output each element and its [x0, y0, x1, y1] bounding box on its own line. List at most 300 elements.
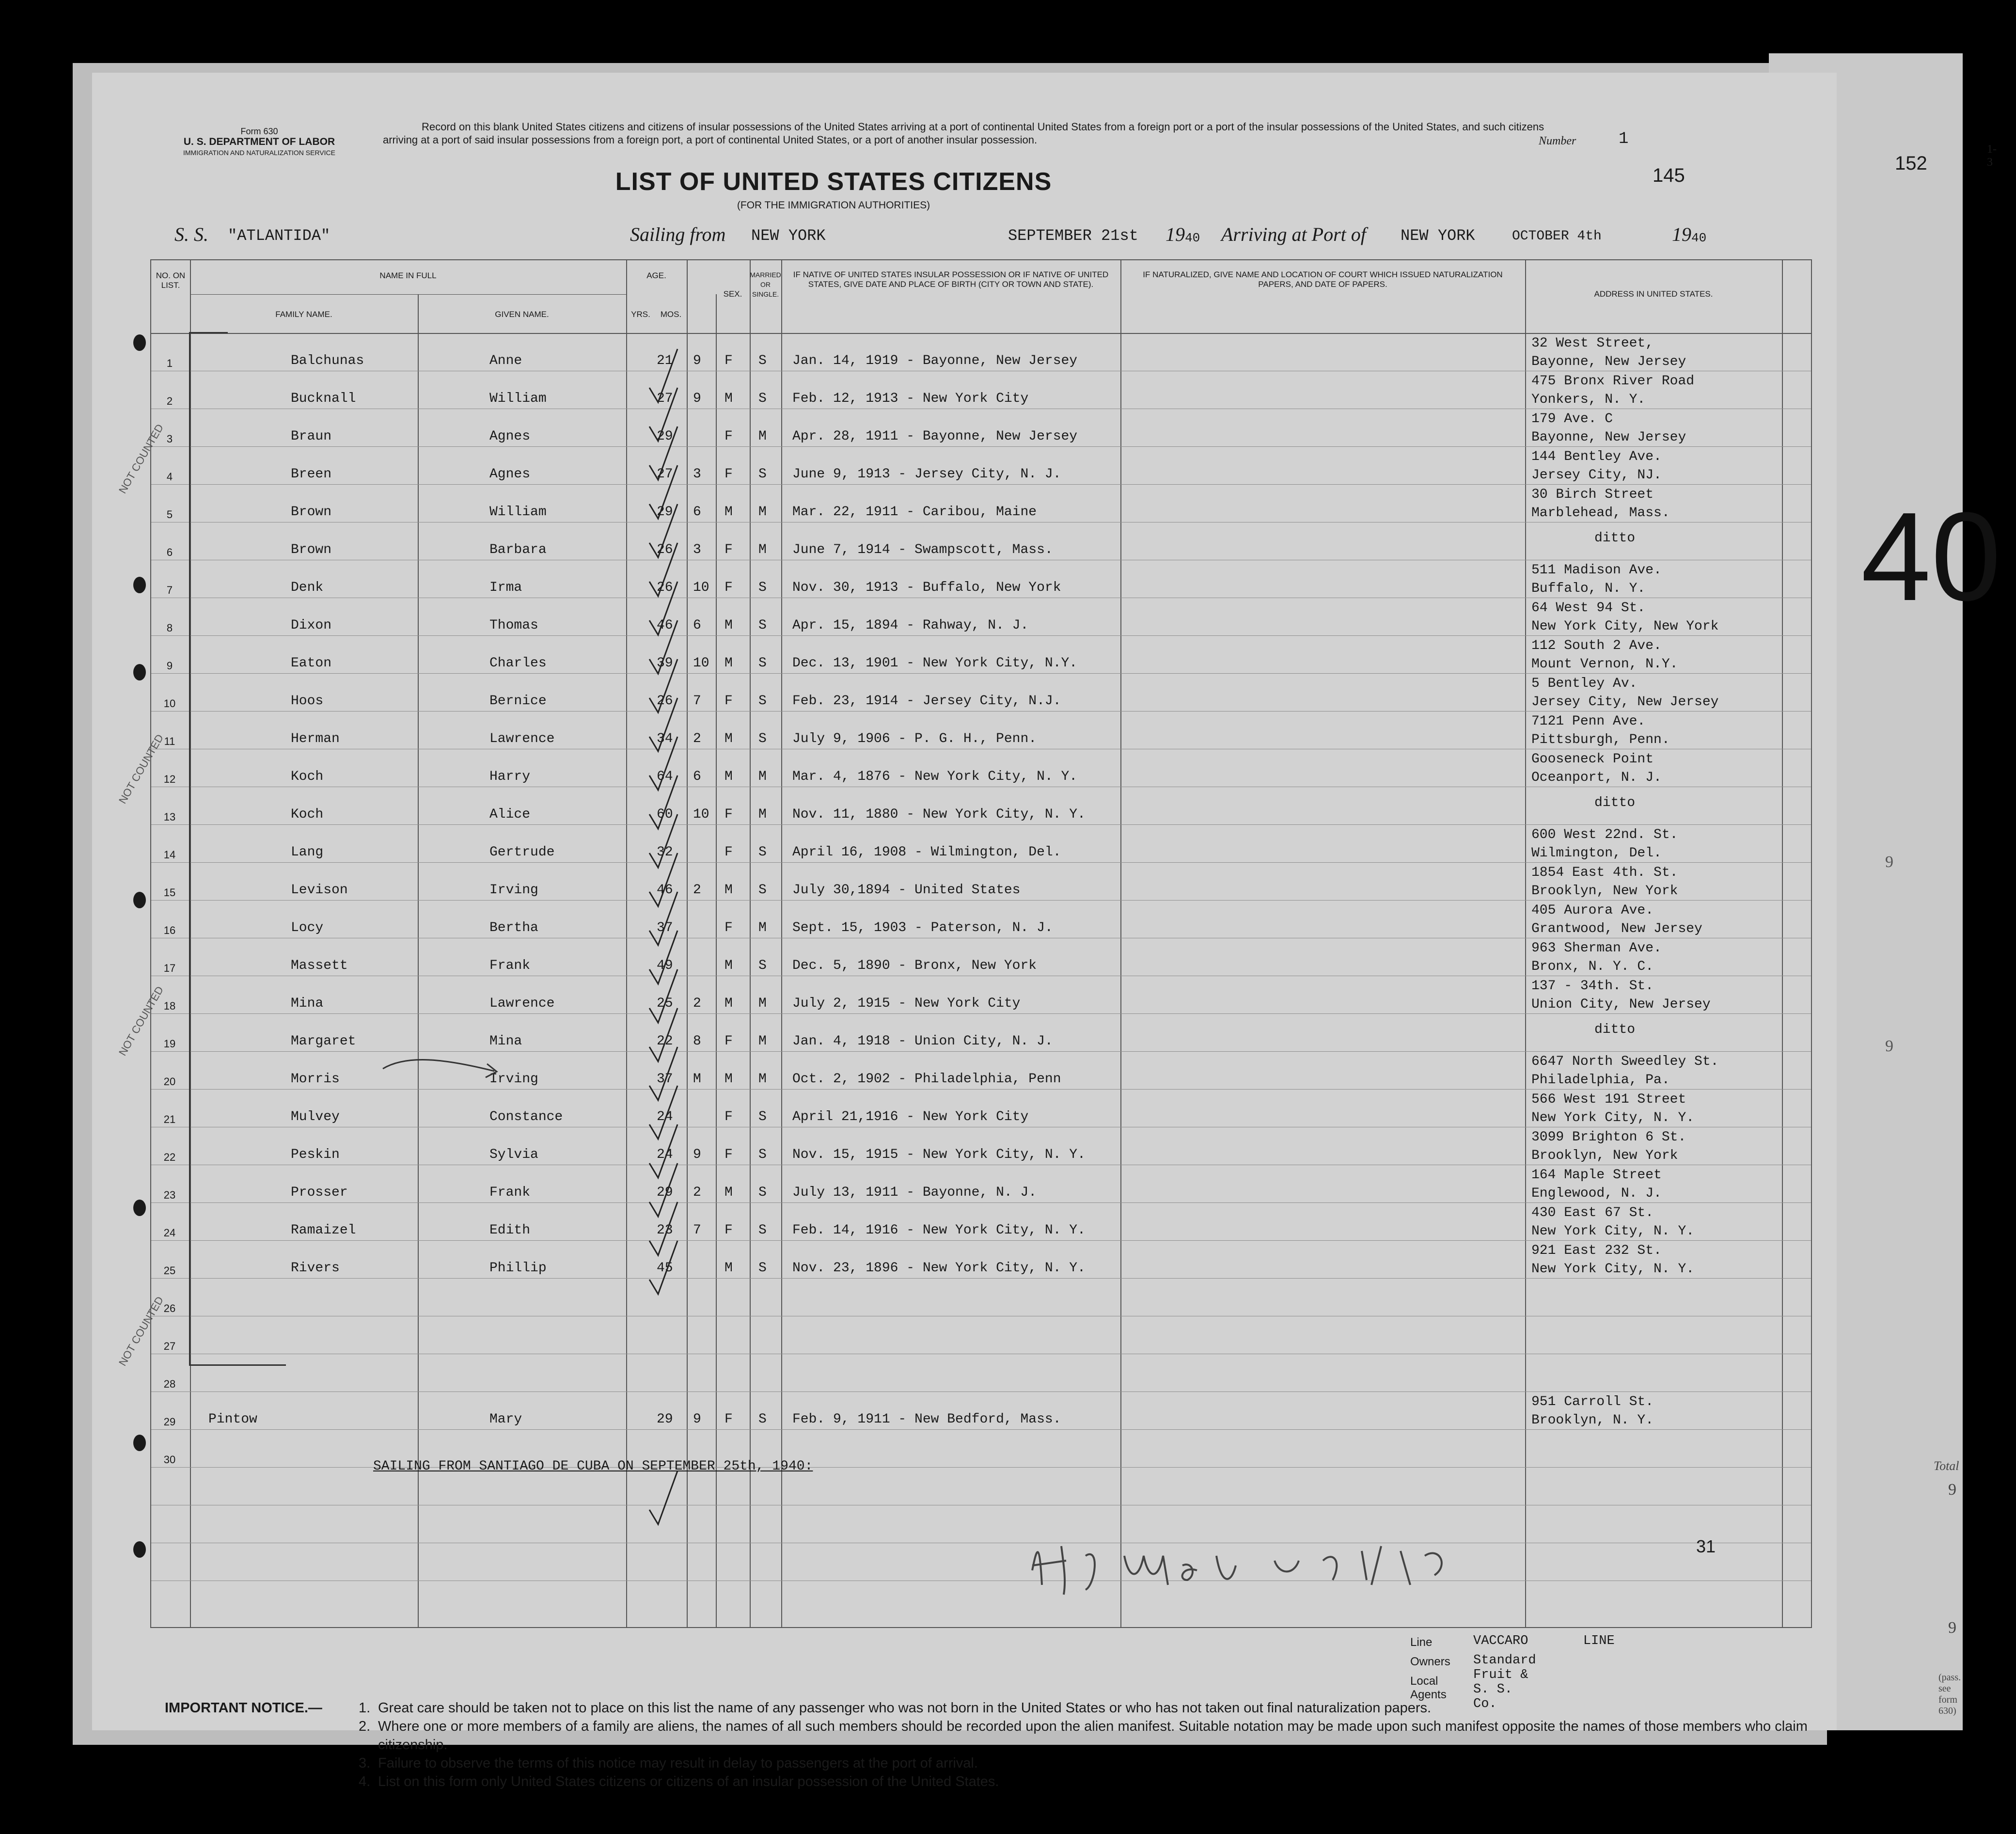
important-notice — [165, 1699, 1837, 1791]
age-years: 37 — [657, 920, 673, 935]
age-years: 29 — [657, 1412, 673, 1427]
sex: F — [724, 694, 733, 709]
form-number: Form 630 — [240, 126, 278, 136]
binder-hole — [133, 664, 146, 680]
age-months: 7 — [693, 694, 701, 709]
marital-status: M — [758, 429, 767, 444]
header-age: AGE. — [646, 271, 666, 280]
arrival-year: 40 — [1691, 231, 1707, 245]
address-line-1: 30 Birch Street — [1531, 487, 1654, 502]
row-number: 26 — [163, 1302, 176, 1314]
sex: F — [724, 920, 733, 935]
marital-status: S — [758, 467, 767, 482]
family-name: Dixon — [291, 618, 332, 633]
sex: M — [724, 958, 733, 973]
total-value: 9 — [1948, 1481, 1956, 1499]
marital-status: S — [758, 1147, 767, 1162]
address-line-2: Mount Vernon, N.Y. — [1531, 657, 1678, 672]
marital-status: M — [758, 920, 767, 935]
row-number: 20 — [163, 1075, 176, 1088]
address-line-2: ditto — [1594, 795, 1636, 810]
birth-date-place: Apr. 28, 1911 - Bayonne, New Jersey — [792, 429, 1078, 444]
address-line-1: 600 West 22nd. St. — [1531, 827, 1678, 842]
age-years: 21 — [657, 353, 673, 368]
row-number: 12 — [163, 773, 176, 785]
sex: F — [724, 353, 733, 368]
row-16 — [150, 899, 1810, 937]
address-line-1: 179 Ave. C — [1531, 411, 1613, 427]
age-months: 6 — [693, 769, 701, 784]
family-name: Rivers — [291, 1261, 340, 1276]
address-line-1: 137 - 34th. St. — [1531, 979, 1654, 994]
family-name: Koch — [291, 807, 324, 822]
birth-date-place: Jan. 4, 1918 - Union City, N. J. — [792, 1034, 1053, 1049]
birth-date-place: Nov. 30, 1913 - Buffalo, New York — [792, 580, 1061, 595]
row-24 — [150, 1202, 1810, 1239]
sex: F — [724, 580, 733, 595]
address-line-2: Union City, New Jersey — [1531, 997, 1711, 1012]
notice-heading: IMPORTANT NOTICE.— — [165, 1700, 322, 1716]
birth-date-place: Feb. 9, 1911 - New Bedford, Mass. — [792, 1412, 1061, 1427]
header-family-name: FAMILY NAME. — [275, 310, 332, 319]
given-name: Agnes — [489, 467, 531, 482]
row-21 — [150, 1088, 1810, 1126]
row-27 — [150, 1315, 1810, 1353]
birth-date-place: Mar. 22, 1911 - Caribou, Maine — [792, 505, 1037, 520]
age-years: 46 — [657, 883, 673, 898]
age-years: 29 — [657, 429, 673, 444]
row-number: 2 — [166, 395, 173, 407]
stamp-number-145: 145 — [1653, 165, 1685, 186]
family-name: Braun — [291, 429, 332, 444]
age-months: 6 — [693, 618, 701, 633]
given-name: William — [489, 505, 547, 520]
given-name: Bertha — [489, 920, 538, 935]
marital-status: M — [758, 1034, 767, 1049]
birth-date-place: July 13, 1911 - Bayonne, N. J. — [792, 1185, 1037, 1200]
departure-port: NEW YORK — [751, 227, 826, 245]
notice-text: Great care should be taken not to place on this list the name of any passenger who was not born in the United States or who has not taken out final naturalization papers. — [378, 1700, 1432, 1716]
age-years: 26 — [657, 542, 673, 557]
address-line-2: Bayonne, New Jersey — [1531, 354, 1686, 369]
header-native-birth: IF NATIVE OF UNITED STATES INSULAR POSSESSION OR IF NATIVE OF UNITED STATES, GIVE DATE AND PLACE OF BIRTH (CITY OR TOWN AND STATE). — [793, 270, 1109, 289]
marital-status: S — [758, 1223, 767, 1238]
sex: F — [724, 1412, 733, 1427]
row-22 — [150, 1126, 1810, 1164]
age-months: 10 — [693, 807, 709, 822]
owners-label: Owners — [1410, 1655, 1450, 1668]
row-number: 22 — [163, 1151, 176, 1163]
header-given-name: GIVEN NAME. — [495, 310, 549, 319]
row-17 — [150, 937, 1810, 975]
given-name: Barbara — [489, 542, 547, 557]
given-name: Frank — [489, 958, 531, 973]
marital-status: S — [758, 958, 767, 973]
sex: M — [724, 656, 733, 671]
family-name: Denk — [291, 580, 324, 595]
birth-date-place: Apr. 15, 1894 - Rahway, N. J. — [792, 618, 1029, 633]
address-line-1: 430 East 67 St. — [1531, 1205, 1654, 1220]
family-name: Mulvey — [291, 1109, 340, 1124]
row-12 — [150, 748, 1810, 786]
sex: F — [724, 1034, 733, 1049]
birth-date-place: April 21,1916 - New York City — [792, 1109, 1029, 1124]
age-years: 46 — [657, 618, 673, 633]
age-years: 27 — [657, 391, 673, 406]
family-name: Pintow — [208, 1412, 257, 1427]
row-number: 19 — [163, 1038, 176, 1050]
passenger-count: 31 — [1696, 1536, 1716, 1556]
family-name: Brown — [291, 505, 332, 520]
age-years: 39 — [657, 656, 673, 671]
given-name: Irving — [489, 883, 538, 898]
sex: M — [724, 1185, 733, 1200]
binder-hole — [133, 1435, 146, 1451]
stamp-number-152: 152 — [1895, 153, 1927, 174]
birth-date-place: Dec. 13, 1901 - New York City, N.Y. — [792, 656, 1078, 671]
birth-date-place: Oct. 2, 1902 - Philadelphia, Penn — [792, 1072, 1061, 1087]
sex: M — [724, 1072, 733, 1087]
header-married-single: MARRIED OR SINGLE. — [750, 271, 781, 298]
arrival-year-prefix: 19 — [1672, 223, 1691, 245]
year-prefix: 19 — [1166, 223, 1185, 245]
age-months: 2 — [693, 996, 701, 1011]
marital-status: M — [758, 542, 767, 557]
form-identifier — [150, 126, 368, 158]
given-name: Frank — [489, 1185, 531, 1200]
family-name: Bucknall — [291, 391, 356, 406]
row-number: 15 — [163, 886, 176, 899]
row-number: 8 — [166, 622, 173, 634]
row-number: 7 — [166, 584, 173, 596]
age-months: 6 — [693, 505, 701, 520]
owners-value: Standard Fruit & S. S. Co. — [1473, 1653, 1536, 1711]
age-months: 2 — [693, 731, 701, 746]
margin-nine-a: 9 — [1885, 853, 1893, 871]
row-number: 1 — [166, 357, 173, 369]
header-address: ADDRESS IN UNITED STATES. — [1594, 289, 1713, 299]
marital-status: S — [758, 1412, 767, 1427]
birth-date-place: April 16, 1908 - Wilmington, Del. — [792, 845, 1061, 860]
address-line-1: 511 Madison Ave. — [1531, 563, 1662, 578]
sex: F — [724, 807, 733, 822]
birth-date-place: Sept. 15, 1903 - Paterson, N. J. — [792, 920, 1053, 935]
agents-label: Local Agents — [1410, 1675, 1447, 1701]
birth-date-place: Feb. 23, 1914 - Jersey City, N.J. — [792, 694, 1061, 709]
santiago-sailing-note: SAILING FROM SANTIAGO DE CUBA ON SEPTEMBER 25th, 1940: — [373, 1459, 813, 1474]
sex: M — [724, 1261, 733, 1276]
row-number: 29 — [163, 1416, 176, 1428]
age-months: 2 — [693, 1185, 701, 1200]
signature-text: H. S. Manley — [1032, 1587, 1079, 1597]
notice-number: 4. — [359, 1774, 371, 1789]
marital-status: M — [758, 996, 767, 1011]
age-months: 10 — [693, 656, 709, 671]
inspector-signature — [1023, 1527, 1517, 1599]
address-line-2: Jersey City, New Jersey — [1531, 695, 1719, 710]
number-value: 1 — [1619, 130, 1629, 148]
given-name: Irving — [489, 1072, 538, 1087]
address-line-1: 1854 East 4th. St. — [1531, 865, 1678, 880]
address-line-2: Jersey City, NJ. — [1531, 468, 1662, 483]
birth-date-place: June 7, 1914 - Swampscott, Mass. — [792, 542, 1053, 557]
marital-status: M — [758, 1072, 767, 1087]
row-18 — [150, 975, 1810, 1012]
family-name: Margaret — [291, 1034, 356, 1049]
sex: M — [724, 731, 733, 746]
header-no-on-list: NO. ON LIST. — [156, 271, 186, 290]
given-name: Constance — [489, 1109, 563, 1124]
not-counted-stamp-2: NOT COUNTED — [116, 732, 166, 806]
sex: F — [724, 1109, 733, 1124]
row-10 — [150, 672, 1810, 710]
address-line-2: Oceanport, N. J. — [1531, 770, 1662, 785]
notice-text: Where one or more members of a family are aliens, the names of all such members should be recorded upon the alien manifest. Suitable notation may be made upon such manifest opposite the names of those members who claim citizenship. — [378, 1719, 1808, 1753]
marital-status: S — [758, 1185, 767, 1200]
address-line-1: 144 Bentley Ave. — [1531, 449, 1662, 464]
big-margin-mark: 40 — [1861, 487, 2001, 627]
address-line-2: Englewood, N. J. — [1531, 1186, 1662, 1201]
service: IMMIGRATION AND NATURALIZATION SERVICE — [183, 149, 335, 157]
age-months: 9 — [693, 1412, 701, 1427]
marital-status: S — [758, 731, 767, 746]
given-name: Sylvia — [489, 1147, 538, 1162]
family-name: Eaton — [291, 656, 332, 671]
age-months: 3 — [693, 467, 701, 482]
age-years: 23 — [657, 1223, 673, 1238]
not-counted-stamp-1: NOT COUNTED — [116, 422, 166, 496]
family-name: Massett — [291, 958, 348, 973]
page-subtitle: (FOR THE IMMIGRATION AUTHORITIES) — [737, 200, 930, 211]
ss-label: S. S. — [174, 223, 208, 245]
header-mos: MOS. — [660, 310, 682, 319]
binder-hole — [133, 1541, 146, 1558]
line-value: VACCARO LINE — [1473, 1634, 1615, 1648]
family-name: Herman — [291, 731, 340, 746]
birth-date-place: Feb. 12, 1913 - New York City — [792, 391, 1029, 406]
age-months: 9 — [693, 353, 701, 368]
family-name: Ramaizel — [291, 1223, 356, 1238]
row-number: 6 — [166, 546, 173, 558]
age-months: M — [693, 1072, 701, 1087]
age-years: 25 — [657, 996, 673, 1011]
address-line-1: 921 East 232 St. — [1531, 1243, 1662, 1258]
address-line-2: Brooklyn, New York — [1531, 1148, 1678, 1163]
sex: M — [724, 505, 733, 520]
row-7 — [150, 559, 1810, 597]
binder-hole — [133, 892, 146, 908]
address-line-2: New York City, N. Y. — [1531, 1110, 1695, 1125]
address-line-2: New York City, N. Y. — [1531, 1224, 1695, 1239]
address-line-1: 7121 Penn Ave. — [1531, 714, 1646, 729]
arrival-date: OCTOBER 4th — [1512, 229, 1602, 244]
given-name: William — [489, 391, 547, 406]
arrival-port: NEW YORK — [1401, 227, 1475, 245]
row-5 — [150, 483, 1810, 521]
row-19 — [150, 1012, 1810, 1050]
manifest-sheet — [92, 73, 2001, 1789]
marital-status: M — [758, 505, 767, 520]
birth-date-place: Nov. 15, 1915 - New York City, N. Y. — [792, 1147, 1086, 1162]
row-11 — [150, 710, 1810, 748]
address-line-1: 6647 North Sweedley St. — [1531, 1054, 1719, 1069]
sex: M — [724, 996, 733, 1011]
address-line-1: 3099 Brighton 6 St. — [1531, 1130, 1686, 1145]
family-name: Balchunas — [291, 353, 364, 368]
family-name: Locy — [291, 920, 324, 935]
given-name: Harry — [489, 769, 531, 784]
marital-status: S — [758, 580, 767, 595]
number-label: Number — [1539, 135, 1576, 147]
binder-hole — [133, 577, 146, 593]
row-1 — [150, 332, 1810, 370]
row-8 — [150, 597, 1810, 634]
age-years: 24 — [657, 1147, 673, 1162]
sex: M — [724, 769, 733, 784]
row-9 — [150, 634, 1810, 672]
notice-text: List on this form only United States citizens or citizens of an insular possession of the United States. — [378, 1774, 999, 1789]
row-4 — [150, 445, 1810, 483]
header-yrs: YRS. — [631, 310, 650, 319]
total-label: Total — [1934, 1459, 1959, 1473]
department: U. S. DEPARTMENT OF LABOR — [183, 136, 335, 147]
marital-status: S — [758, 656, 767, 671]
birth-date-place: June 9, 1913 - Jersey City, N. J. — [792, 467, 1061, 482]
row-number: 4 — [166, 471, 173, 483]
binder-hole — [133, 1200, 146, 1216]
age-years: 34 — [657, 731, 673, 746]
row-number: 25 — [163, 1265, 176, 1277]
row-number: 23 — [163, 1189, 176, 1201]
given-name: Phillip — [489, 1261, 547, 1276]
age-years: 26 — [657, 580, 673, 595]
address-line-2: New York City, New York — [1531, 619, 1719, 634]
marital-status: S — [758, 694, 767, 709]
row-number: 10 — [163, 697, 176, 710]
total-value-2: 9 — [1948, 1619, 1956, 1637]
age-years: 29 — [657, 505, 673, 520]
not-counted-stamp-4: NOT COUNTED — [116, 1294, 166, 1368]
age-years: 22 — [657, 1034, 673, 1049]
family-name: Lang — [291, 845, 324, 860]
birth-date-place: July 2, 1915 - New York City — [792, 996, 1021, 1011]
family-name: Morris — [291, 1072, 340, 1087]
binder-hole — [133, 334, 146, 351]
marital-status: S — [758, 618, 767, 633]
departure-date: SEPTEMBER 21st — [1008, 227, 1138, 245]
row-28 — [150, 1353, 1810, 1391]
family-name: Levison — [291, 883, 348, 898]
sex: F — [724, 542, 733, 557]
address-line-2: Yonkers, N. Y. — [1531, 392, 1646, 407]
family-name: Brown — [291, 542, 332, 557]
address-line-2: Bronx, N. Y. C. — [1531, 959, 1654, 974]
given-name: Mina — [489, 1034, 522, 1049]
row-26 — [150, 1277, 1810, 1315]
address-line-1: 475 Bronx River Road — [1531, 374, 1695, 389]
given-name: Thomas — [489, 618, 538, 633]
address-line-1: Gooseneck Point — [1531, 752, 1654, 767]
birth-date-place: Feb. 14, 1916 - New York City, N. Y. — [792, 1223, 1086, 1238]
row-number: 14 — [163, 849, 176, 861]
address-line-2: Brooklyn, N. Y. — [1531, 1413, 1654, 1428]
age-years: 32 — [657, 845, 673, 860]
header-sex: SEX. — [723, 289, 742, 299]
header-naturalized: IF NATURALIZED, GIVE NAME AND LOCATION OF COURT WHICH ISSUED NATURALIZATION PAPERS, AND DATE OF PAPERS. — [1143, 270, 1503, 289]
row-number: 28 — [163, 1378, 176, 1390]
address-line-2: Grantwood, New Jersey — [1531, 921, 1702, 936]
row-25 — [150, 1239, 1810, 1277]
marital-status: S — [758, 845, 767, 860]
age-years: 26 — [657, 694, 673, 709]
header-name-in-full: NAME IN FULL — [379, 271, 437, 280]
address-line-2: Philadelphia, Pa. — [1531, 1073, 1670, 1088]
row-23 — [150, 1164, 1810, 1202]
address-line-1: 112 South 2 Ave. — [1531, 638, 1662, 653]
sex: F — [724, 845, 733, 860]
address-line-2: Wilmington, Del. — [1531, 846, 1662, 861]
family-name: Prosser — [291, 1185, 348, 1200]
address-line-2: ditto — [1594, 531, 1636, 546]
given-name: Agnes — [489, 429, 531, 444]
check-marks — [577, 344, 771, 1532]
age-months: 3 — [693, 542, 701, 557]
family-name: Mina — [291, 996, 324, 1011]
marital-status: M — [758, 769, 767, 784]
address-line-2: Brooklyn, New York — [1531, 884, 1678, 899]
given-name: Lawrence — [489, 996, 555, 1011]
age-years: 64 — [657, 769, 673, 784]
age-years: 49 — [657, 958, 673, 973]
address-line-1: 566 West 191 Street — [1531, 1092, 1686, 1107]
address-line-2: Bayonne, New Jersey — [1531, 430, 1686, 445]
birth-date-place: Dec. 5, 1890 - Bronx, New York — [792, 958, 1037, 973]
birth-date-place: Mar. 4, 1876 - New York City, N. Y. — [792, 769, 1078, 784]
row-number: 21 — [163, 1113, 176, 1125]
arriving-label: Arriving at Port of — [1221, 223, 1366, 245]
record-instructions: Record on this blank United States citizens and citizens of insular possessions of the United States arriving at a port of continental United States from a foreign port or a port of the insular possessions of the United States, and such citizens arriving at a port of said insular possessions from a foreign port, a port of continental United States, or a port of another insular possession. — [383, 121, 1544, 146]
row-13 — [150, 786, 1810, 823]
birth-date-place: Nov. 23, 1896 - New York City, N. Y. — [792, 1261, 1086, 1276]
age-years: 45 — [657, 1261, 673, 1276]
address-line-1: 64 West 94 St. — [1531, 601, 1646, 616]
margin-nine-b: 9 — [1885, 1037, 1893, 1055]
departure-year: 40 — [1185, 231, 1200, 245]
row-number: 9 — [166, 660, 173, 672]
given-name: Alice — [489, 807, 531, 822]
row-number: 18 — [163, 1000, 176, 1012]
age-months: 8 — [693, 1034, 701, 1049]
notice-number: 3. — [359, 1755, 371, 1771]
age-months: 7 — [693, 1223, 701, 1238]
row-6 — [150, 521, 1810, 559]
family-name: Hoos — [291, 694, 324, 709]
notice-number: 2. — [359, 1719, 371, 1734]
given-name: Charles — [489, 656, 547, 671]
row-number: 27 — [163, 1340, 176, 1352]
sex: F — [724, 467, 733, 482]
address-line-1: 5 Bentley Av. — [1531, 676, 1638, 691]
given-name: Mary — [489, 1412, 522, 1427]
address-line-2: Buffalo, N. Y. — [1531, 581, 1646, 596]
birth-date-place: July 30,1894 - United States — [792, 883, 1021, 898]
given-name: Bernice — [489, 694, 547, 709]
notice-number: 1. — [359, 1700, 371, 1716]
address-line-2: Marblehead, Mass. — [1531, 506, 1670, 521]
age-months: 10 — [693, 580, 709, 595]
marital-status: S — [758, 1261, 767, 1276]
page-title: LIST OF UNITED STATES CITIZENS — [615, 168, 1052, 196]
